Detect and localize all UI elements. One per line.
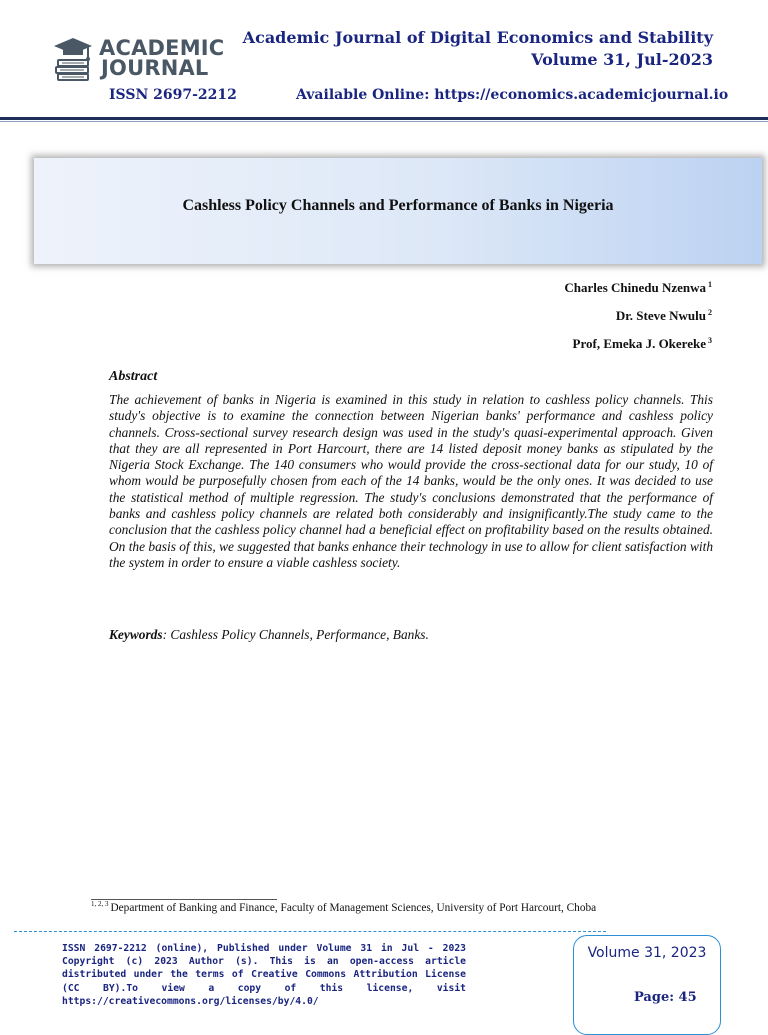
header-divider-thin xyxy=(0,121,768,122)
abstract-heading: Abstract xyxy=(109,369,158,384)
abstract-body: The achievement of banks in Nigeria is examined in this study in relation to cashless policy channels. This study's objective is to examine the connection between Nigerian banks' performance and cashless policy channels. Cross-sectional survey research design was used in the study's quasi-experimental approach. Given that they are all represented in Port Harcourt, there are 14 listed deposit money banks as stipulated by the Nigeria Stock Exchange. The 140 consumers who would provide the cross-sectional data for our study, 10 of whom would be purposefully chosen from each of the 14 banks, would be the only ones. It was decided to use the statistical method of multiple regression. The study's conclusions demonstrated that the performance of banks and cashless policy channels are related both considerably and insignificantly.The study came to the conclusion that the cashless policy channel had a beneficial effect on profitability based on the results obtained. On the basis of this, we suggested that banks enhance their technology in use to allow for client satisfaction with the system in order to ensure a viable cashless society. xyxy=(109,392,714,570)
author-affiliation-mark: 1 xyxy=(708,280,712,289)
author-3 xyxy=(564,328,712,356)
footnote-text: Department of Banking and Finance, Faculty of Management Sciences, University of Port Harcourt, Choba xyxy=(110,902,597,914)
author-list xyxy=(564,272,712,356)
keywords-text: : Cashless Policy Channels, Performance, Banks. xyxy=(162,627,429,642)
header-divider xyxy=(0,117,768,120)
journal-logo-text xyxy=(99,38,224,78)
license-notice: ISSN 2697-2212 (online), Published under Volume 31 in Jul - 2023 Copyright (c) 2023 Author (s). This is an open-access article distributed under the terms of Creative Commons Attribution License (CC BY).To view a copy of this license, visit https://creativecommons.org/licenses/by/4.0/ xyxy=(62,943,466,1007)
paper-title: Cashless Policy Channels and Performance of Banks in Nigeria xyxy=(182,197,614,214)
author-affiliation-mark: 2 xyxy=(708,308,712,317)
logo-line-1: ACADEMIC xyxy=(99,36,225,60)
available-online-link[interactable]: Available Online: https://economics.academicjournal.io xyxy=(296,87,729,103)
footer-divider xyxy=(14,931,606,932)
logo-line-2: JOURNAL xyxy=(101,56,209,80)
footnote-mark: 1, 2, 3 xyxy=(91,900,109,908)
journal-header xyxy=(243,27,713,71)
author-name: Dr. Steve Nwulu xyxy=(615,308,706,323)
journal-logo-icon xyxy=(52,36,94,82)
footnote xyxy=(91,900,596,914)
author-name: Charles Chinedu Nzenwa xyxy=(564,280,706,295)
author-affiliation-mark: 3 xyxy=(708,336,712,345)
keywords-label: Keywords xyxy=(109,627,163,642)
issn-label: ISSN 2697-2212 xyxy=(109,87,237,103)
journal-name: Academic Journal of Digital Economics and Stability xyxy=(242,28,713,47)
journal-volume: Volume 31, Jul-2023 xyxy=(531,50,713,69)
author-name: Prof, Emeka J. Okereke xyxy=(572,336,706,351)
footer-volume: Volume 31, 2023 xyxy=(587,945,707,961)
author-2 xyxy=(564,300,712,328)
keywords xyxy=(109,627,429,643)
author-1 xyxy=(564,272,712,300)
page-number: Page: 45 xyxy=(634,990,697,1005)
